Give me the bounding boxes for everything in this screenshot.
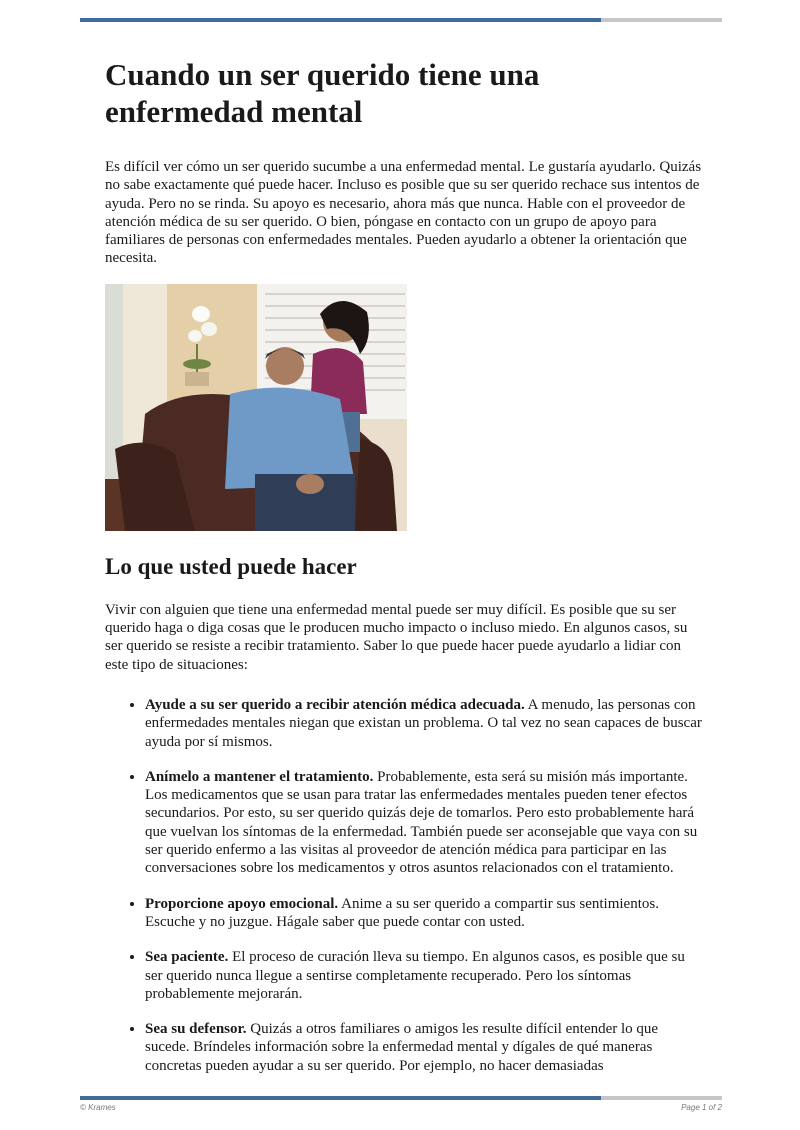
list-item-text: Probablemente, esta será su misión más importante. Los medicamentos que se usan para tratar las enfermedades mentales pueden tener efectos secundarios. Por esto, su ser querido quizás deje de tomarlos. Pero esto probablemente hará que vuelvan los síntomas de la enfermedad. También puede ser aconsejable que vaya con su ser querido enfermo a las visitas al proveedor de atención médica para participar en las conversaciones sobre los medicamentos y otros asuntos relacionados con el tratamiento. (145, 768, 698, 877)
footer-page-number: Page 1 of 2 (681, 1103, 722, 1112)
list-item-bold: Sea su defensor. (145, 1021, 247, 1038)
list-item-text: Anime a su ser querido a compartir sus sentimientos. Escuche y no juzgue. Hágale saber que puede contar con usted. (145, 895, 659, 930)
list-item (145, 895, 705, 932)
list-item (145, 696, 705, 751)
bottom-progress-bar (80, 1096, 722, 1100)
section-intro-paragraph: Vivir con alguien que tiene una enfermedad mental puede ser muy difícil. Es posible que su ser querido haga o diga cosas que le producen mucho impacto o incluso miedo. En algunos casos, su ser querido se resiste a recibir tratamiento. Saber lo que puede hacer puede ayudarlo a lidiar con este tipo de situaciones: (105, 601, 688, 673)
caregiver-photo (105, 284, 407, 531)
list-item-bold: Anímelo a mantener el tratamiento. (145, 768, 374, 785)
footer-copyright: © Krames (80, 1103, 116, 1112)
top-progress-fill (80, 18, 601, 22)
top-progress-bar (80, 18, 722, 22)
list-item-bold: Sea paciente. (145, 949, 229, 966)
bottom-progress-fill (80, 1096, 601, 1100)
list-item-text: Quizás a otros familiares o amigos les resulte difícil entender lo que sucede. Bríndeles información sobre la enfermedad mental y dígales de qué maneras concretas pueden ayudar a su ser querido. Por ejemplo, no hacer demasiadas (145, 1021, 659, 1074)
list-item-text: El proceso de curación lleva su tiempo. En algunos casos, es posible que su ser querido nunca llegue a sentirse completamente recuperado. Pero los síntomas probablemente mejorarán. (145, 949, 685, 1002)
page-title: Cuando un ser querido tiene una enfermedad mental (105, 57, 540, 129)
list-item-text: A menudo, las personas con enfermedades mentales niegan que existan un problema. O tal vez no sean capaces de buscar ayuda por sí mismos. (145, 696, 702, 750)
list-item-bold: Ayude a su ser querido a recibir atención médica adecuada. (145, 696, 525, 713)
list-item (145, 1020, 705, 1075)
tips-list (105, 696, 705, 1075)
list-item-bold: Proporcione apoyo emocional. (145, 895, 339, 912)
document-content (105, 56, 705, 1092)
list-item (145, 768, 705, 878)
list-item (145, 948, 705, 1003)
section-heading: Lo que usted puede hacer (105, 553, 357, 579)
intro-paragraph: Es difícil ver cómo un ser querido sucumbe a una enfermedad mental. Le gustaría ayudarlo. Quizás no sabe exactamente qué puede hacer. Incluso es posible que su ser querido rechace sus intentos de ayuda. Pero no se rinda. Su apoyo es necesario, ahora más que nunca. Hable con el proveedor de atención médica de su ser querido. O bien, póngase en contacto con un grupo de apoyo para familiares de personas con enfermedades mentales. Pueden ayudarlo a obtener la orientación que necesita. (105, 159, 702, 267)
